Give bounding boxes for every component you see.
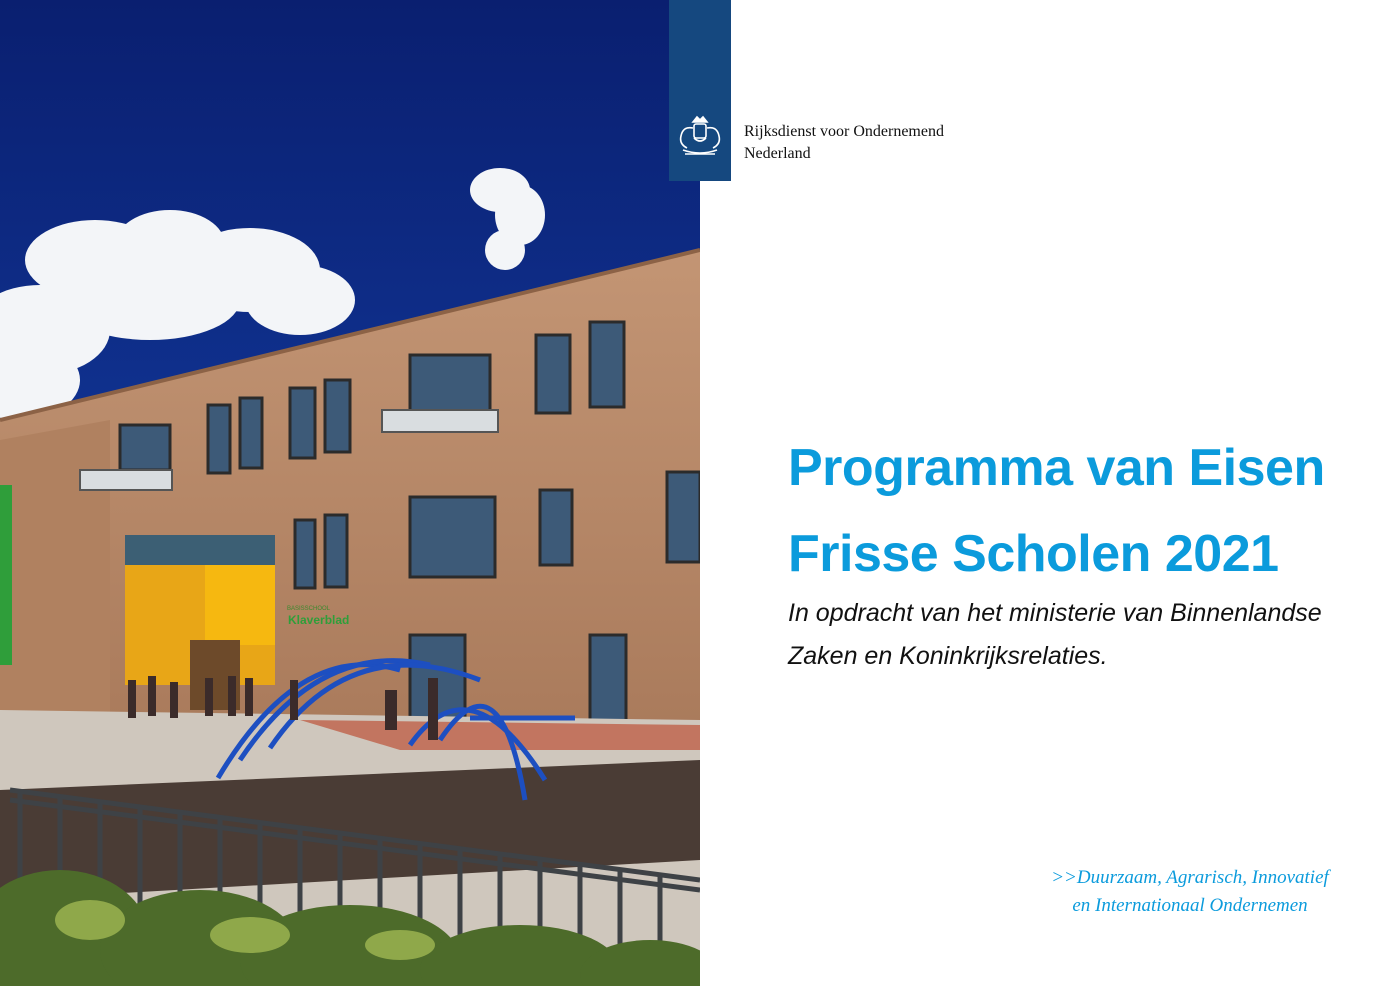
document-subtitle-line2: Zaken en Koninkrijksrelaties. — [788, 642, 1108, 670]
organization-name — [744, 121, 944, 165]
footer-tagline-line1: >>Duurzaam, Agrarisch, Innovatief — [1051, 867, 1329, 888]
coat-of-arms-icon — [673, 114, 727, 164]
school-sign: Klaverblad — [288, 613, 350, 627]
logo-band — [669, 0, 731, 181]
document-subtitle-line1: In opdracht van het ministerie van Binnenlandse — [788, 599, 1322, 627]
organization-name-line2: Nederland — [744, 145, 811, 162]
sign-small: BASISSCHOOL — [287, 606, 331, 612]
document-title-line1: Programma van Eisen — [788, 439, 1325, 497]
document-subtitle — [788, 592, 1388, 678]
document-title — [788, 425, 1388, 597]
organization-name-line1: Rijksdienst voor Ondernemend — [744, 123, 944, 140]
document-title-line2: Frisse Scholen 2021 — [788, 525, 1279, 583]
footer-tagline-line2: en Internationaal Ondernemen — [1072, 895, 1308, 916]
footer-tagline — [1020, 864, 1360, 920]
